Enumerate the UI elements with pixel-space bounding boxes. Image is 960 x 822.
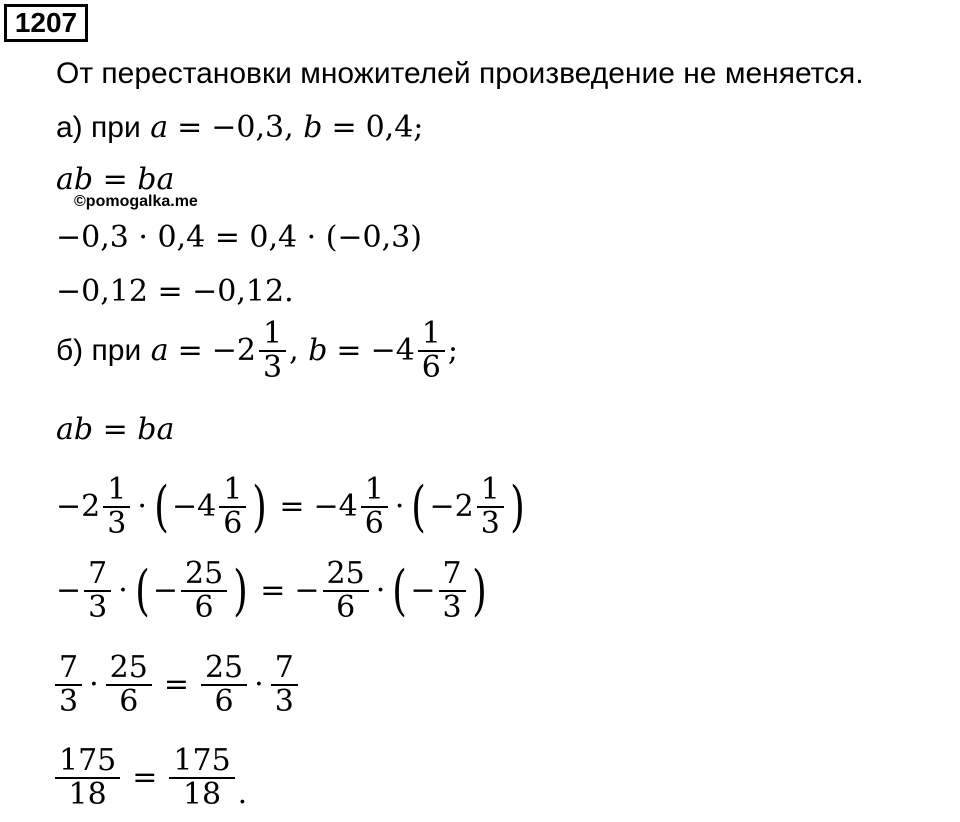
b-value: 0,4; [365,110,424,145]
fraction [169,745,234,811]
minus-sign: − [56,573,82,608]
comma: , [289,333,299,368]
equals-sign: = [132,760,158,795]
whole: −2 [56,489,101,524]
fraction [55,652,82,718]
equals-sign: = [336,333,362,368]
numerator: 1 [223,472,243,507]
fraction [84,558,111,624]
semicolon: ; [447,333,458,368]
var-b: b [308,333,328,368]
denominator: 18 [68,777,107,812]
multiply-dot: · [375,573,386,608]
statement: От перестановки множителей произведение не меняется. [56,57,864,90]
denominator: 3 [107,506,127,541]
fraction [106,652,152,718]
equals-sign: = [177,110,203,145]
fraction [361,474,388,540]
fraction [477,474,504,540]
denominator: 6 [214,684,234,719]
numerator: 1 [421,316,441,351]
numerator: 7 [88,556,108,591]
equals-sign: = [177,333,203,368]
fraction [323,558,369,624]
part-b-condition [56,318,458,384]
multiply-dot: · [89,667,99,702]
numerator: 25 [185,556,224,591]
part-b-law: ab = ba [56,412,175,447]
b-whole: −4 [370,333,415,368]
part-b-label: б) при [56,334,142,367]
b-fraction [418,318,445,384]
denominator: 6 [223,506,243,541]
var-b: b [303,110,323,145]
part-b-line4 [52,745,247,811]
denominator: 6 [364,506,384,541]
multiply-dot: · [254,667,264,702]
whole: −4 [313,489,358,524]
fraction [103,474,130,540]
watermark: ©pomogalka.me [74,193,198,210]
denominator: 3 [442,590,462,625]
numerator: 7 [59,650,79,685]
fraction [201,652,247,718]
var-a: a [150,333,169,368]
left-paren: ( [154,475,169,538]
denominator: 18 [182,777,222,812]
part-a-label: а) при [56,111,141,144]
minus-sign: − [294,573,320,608]
part-a-law: ab = ba [56,162,175,197]
denominator: 6 [421,350,441,385]
denominator: 3 [88,590,108,625]
fraction [271,652,298,718]
right-paren: ) [471,559,487,622]
part-b-line1 [56,474,528,540]
numerator: 25 [109,650,148,685]
part-b-line3 [52,652,301,718]
part-a-line1: −0,3 · 0,4 = 0,4 · (−0,3) [56,220,422,255]
left-paren: ( [392,559,408,622]
whole: −4 [171,489,217,524]
denominator: 3 [480,506,500,541]
right-paren: ) [509,475,525,538]
denominator: 6 [194,590,214,625]
equals-sign: = [279,489,305,524]
a-whole: −2 [211,333,257,368]
multiply-dot: · [394,489,405,524]
numerator: 1 [364,472,384,507]
denominator: 3 [59,684,79,719]
equals-sign: = [331,110,357,145]
a-fraction [259,318,286,384]
fraction [439,558,466,624]
denominator: 6 [336,590,356,625]
multiply-dot: · [137,489,147,524]
problem-number: 1207 [4,4,88,42]
right-paren: ) [233,559,249,622]
part-b-line2 [56,558,490,624]
numerator: 7 [442,556,462,591]
numerator: 7 [274,650,294,685]
minus-sign: − [152,573,178,608]
left-paren: ( [134,559,150,622]
minus-sign: − [410,573,436,608]
var-a: a [150,110,169,145]
numerator: 25 [204,650,244,685]
denominator: 3 [263,350,283,385]
fraction [55,745,120,811]
whole: −2 [429,489,474,524]
fraction [181,558,227,624]
numerator: 175 [173,743,231,778]
numerator: 1 [107,472,127,507]
fraction [219,474,246,540]
multiply-dot: · [118,573,128,608]
left-paren: ( [411,475,427,538]
denominator: 6 [119,684,139,719]
part-a-condition [56,108,423,148]
numerator: 25 [326,556,365,591]
numerator: 1 [263,316,283,351]
period: . [237,776,248,811]
numerator: 1 [480,472,500,507]
numerator: 175 [59,743,117,778]
right-paren: ) [252,475,268,538]
equals-sign: = [260,573,286,608]
equals-sign: = [163,667,189,702]
a-value: −0,3, [211,110,294,145]
part-a-line2: −0,12 = −0,12. [56,274,294,309]
denominator: 3 [274,684,294,719]
